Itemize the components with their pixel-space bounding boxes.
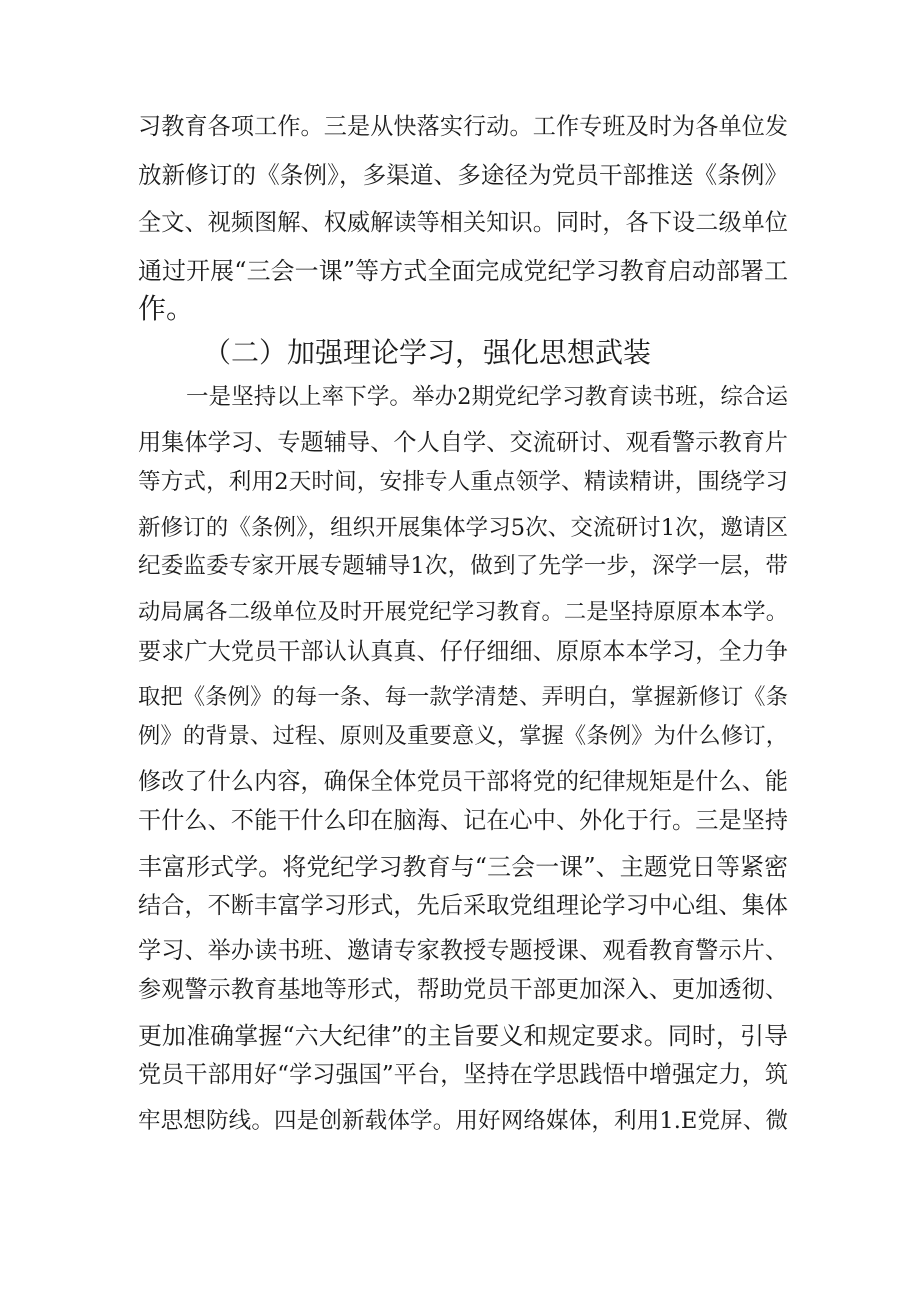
paragraph-line: 更加准确掌握“六大纪律”的主旨要义和规定要求。同时，引导 [138,1022,788,1050]
paragraph-line: 放新修订的《条例》，多渠道、多途径为党员干部推送《条例》 [138,161,788,189]
paragraph-line: 新修订的《条例》，组织开展集体学习5次、交流研讨1次，邀请区 [138,515,788,541]
paragraph-line: 牢思想防线。四是创新载体学。用好网络媒体，利用1.E党屏、微 [138,1108,788,1134]
paragraph-line: 通过开展“三会一课”等方式全面完成党纪学习教育启动部署工 [138,257,788,285]
paragraph-line: 参观警示教育基地等形式，帮助党员干部更加深入、更加透彻、 [138,977,788,1003]
paragraph-line: 全文、视频图解、权威解读等相关知识。同时，各下设二级单位 [138,210,788,236]
paragraph-line: 党员干部用好“学习强国”平台，坚持在学思践悟中增强定力，筑 [138,1062,788,1088]
paragraph-line: 动局属各二级单位及时开展党纪学习教育。二是坚持原原本本学。 [138,599,788,625]
paragraph-line: 结合，不断丰富学习形式，先后采取党组理论学习中心组、集体 [138,893,788,919]
paragraph-line: 用集体学习、专题辅导、个人自学、交流研讨、观看警示教育片 [138,430,788,456]
paragraph-line: 作。 [138,292,195,325]
paragraph-line: 例》的背景、过程、原则及重要意义，掌握《条例》为什么修订， [138,723,788,749]
paragraph-line: 等方式，利用2天时间，安排专人重点领学、精读精讲，围绕学习 [138,469,788,495]
paragraph-line: 取把《条例》的每一条、每一款学清楚、弄明白，掌握新修订《条 [138,684,788,710]
section-heading: （二）加强理论学习，强化思想武装 [203,336,652,369]
paragraph-line: 修改了什么内容，确保全体党员干部将党的纪律规矩是什么、能 [138,769,788,795]
paragraph-line: 要求广大党员干部认认真真、仔仔细细、原原本本学习，全力争 [138,639,788,665]
paragraph-line: 学习、举办读书班、邀请专家教授专题授课、观看教育警示片、 [138,938,788,964]
paragraph-line: 纪委监委专家开展专题辅导1次，做到了先学一步，深学一层，带 [138,553,788,579]
paragraph-line: 丰富形式学。将党纪学习教育与“三会一课”、主题党日等紧密 [138,853,788,881]
paragraph-line: 一是坚持以上率下学。举办2期党纪学习教育读书班，综合运 [186,384,788,410]
paragraph-line: 干什么、不能干什么印在脑海、记在心中、外化于行。三是坚持 [138,808,788,834]
paragraph-line: 习教育各项工作。三是从快落实行动。工作专班及时为各单位发 [138,114,788,140]
